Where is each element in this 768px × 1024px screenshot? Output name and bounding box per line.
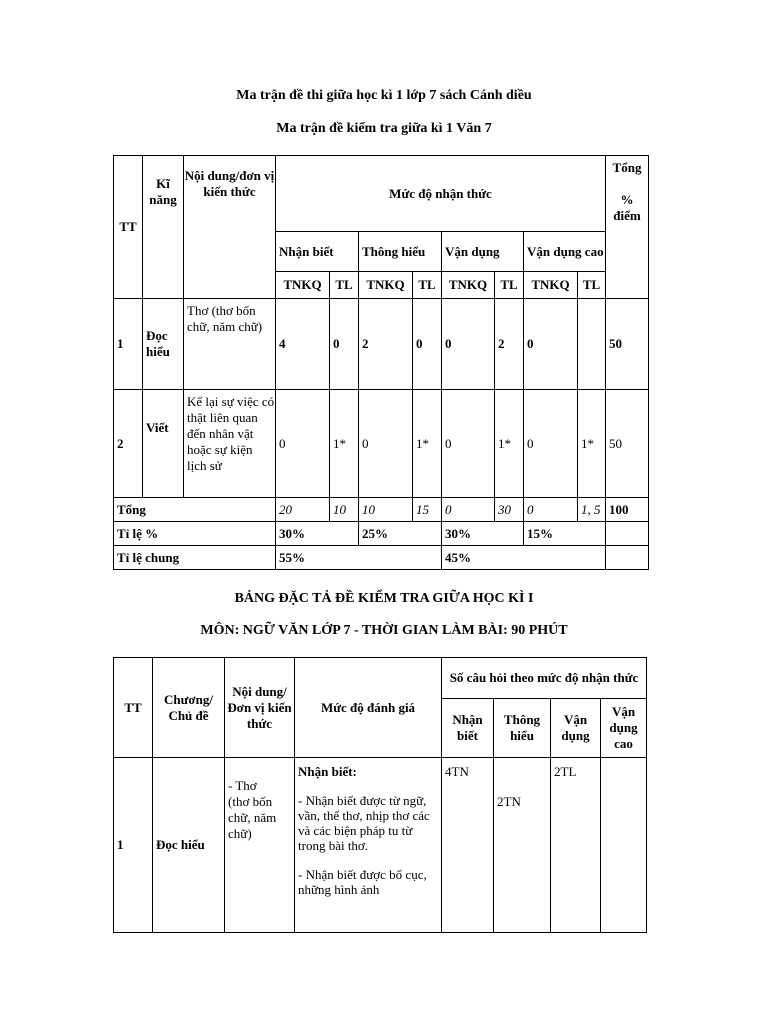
spec-row-nhan-biet: 4TN <box>442 758 494 933</box>
header-nhan-biet: Nhận biết <box>276 232 359 272</box>
header-tl: TL <box>578 272 606 299</box>
row-tt: 2 <box>114 390 143 498</box>
spec-row-content: - Thơ (thơ bốn chữ, năm chữ) <box>225 758 295 933</box>
spec-row-level <box>295 758 442 933</box>
row-value: 0 <box>276 390 330 498</box>
header-van-dung-cao: Vận dụng cao <box>524 232 606 272</box>
header-tl: TL <box>330 272 359 299</box>
level-item: - Nhận biết được bố cục, những hình ảnh <box>298 867 427 897</box>
spec-table <box>113 657 647 933</box>
level-item: - Nhận biết được từ ngữ, vần, thể thơ, nhịp thơ các và các biện pháp tu từ trong bài thơ. <box>298 793 430 853</box>
tong-value: 1, 5 <box>578 498 606 522</box>
row-skill: Đọc hiểu <box>143 299 184 390</box>
row-value: 0 <box>442 390 495 498</box>
row-content: Thơ (thơ bốn chữ, năm chữ) <box>184 299 276 390</box>
ti-le-chung-value: 45% <box>442 546 606 570</box>
header-tt: TT <box>114 156 143 299</box>
tong-value: 10 <box>359 498 413 522</box>
row-value: 1* <box>413 390 442 498</box>
spec-row-van-dung-cao <box>601 758 647 933</box>
spec-row-1 <box>114 758 647 933</box>
header-tnkq: TNKQ <box>359 272 413 299</box>
row-value: 0 <box>442 299 495 390</box>
tong-value: 0 <box>442 498 495 522</box>
row-value: 0 <box>524 390 578 498</box>
header-tnkq: TNKQ <box>524 272 578 299</box>
ti-le-value: 30% <box>442 522 524 546</box>
spec-header-count: Số câu hỏi theo mức độ nhận thức <box>442 658 647 699</box>
document-title: Ma trận đề thi giữa học kì 1 lớp 7 sách Cánh diều <box>236 88 532 103</box>
matrix-table <box>113 155 649 570</box>
spec-header-nhan-biet: Nhận biết <box>442 699 494 758</box>
row-value: 4 <box>276 299 330 390</box>
row-value <box>578 299 606 390</box>
spec-header-thong-hieu: Thông hiểu <box>494 699 551 758</box>
row-tt: 1 <box>114 299 143 390</box>
level-title: Nhận biết: <box>298 764 357 779</box>
matrix-row-1 <box>114 299 649 390</box>
tong-value: 30 <box>495 498 524 522</box>
row-value: 2 <box>359 299 413 390</box>
tong-value: 15 <box>413 498 442 522</box>
spec-header-van-dung: Vận dụng <box>551 699 601 758</box>
matrix-ti-le-row <box>114 522 649 546</box>
header-skill: Kĩ năng <box>143 156 184 299</box>
ti-le-chung-value: 55% <box>276 546 442 570</box>
spec-header-level: Mức độ đánh giá <box>295 658 442 758</box>
row-value: 0 <box>330 299 359 390</box>
matrix-ti-le-chung-row <box>114 546 649 570</box>
ti-le-chung-label: Tỉ lệ chung <box>114 546 276 570</box>
header-tl: TL <box>413 272 442 299</box>
matrix-tong-row <box>114 498 649 522</box>
spec-row-van-dung: 2TL <box>551 758 601 933</box>
ti-le-value: 15% <box>524 522 606 546</box>
spec-header-content: Nội dung/ Đơn vị kiến thức <box>225 658 295 758</box>
ti-le-empty <box>606 522 649 546</box>
tong-total: 100 <box>606 498 649 522</box>
spec-row-tt: 1 <box>114 758 153 933</box>
header-content: Nội dung/đơn vị kiến thức <box>184 156 276 299</box>
row-value: 0 <box>413 299 442 390</box>
row-total: 50 <box>606 390 649 498</box>
spec-title: BẢNG ĐẶC TẢ ĐỀ KIỂM TRA GIỮA HỌC KÌ I <box>234 591 534 606</box>
matrix-header-row <box>114 156 649 232</box>
row-value: 2 <box>495 299 524 390</box>
ti-le-value: 25% <box>359 522 442 546</box>
row-value: 0 <box>524 299 578 390</box>
row-total: 50 <box>606 299 649 390</box>
header-tnkq: TNKQ <box>276 272 330 299</box>
header-van-dung: Vận dụng <box>442 232 524 272</box>
spec-header-chapter: Chương/ Chủ đề <box>153 658 225 758</box>
spec-row-chapter: Đọc hiểu <box>153 758 225 933</box>
ti-le-label: Tỉ lệ % <box>114 522 276 546</box>
matrix-row-2 <box>114 390 649 498</box>
tong-value: 0 <box>524 498 578 522</box>
row-value: 1* <box>578 390 606 498</box>
ti-le-value: 30% <box>276 522 359 546</box>
tong-label: Tổng <box>114 498 276 522</box>
row-value: 1* <box>495 390 524 498</box>
spec-header-tt: TT <box>114 658 153 758</box>
header-level: Mức độ nhận thức <box>276 156 606 232</box>
header-thong-hieu: Thông hiểu <box>359 232 442 272</box>
header-tnkq: TNKQ <box>442 272 495 299</box>
header-total: Tổng % điểm <box>606 156 649 299</box>
row-value: 1* <box>330 390 359 498</box>
row-skill: Viết <box>143 390 184 498</box>
spec-header-van-dung-cao: Vận dụng cao <box>601 699 647 758</box>
row-value: 0 <box>359 390 413 498</box>
row-content: Kể lại sự việc có thật liên quan đến nhân vật hoặc sự kiện lịch sử <box>184 390 276 498</box>
spec-row-thong-hieu: 2TN <box>494 758 551 933</box>
ti-le-chung-empty <box>606 546 649 570</box>
spec-header-row <box>114 658 647 699</box>
header-tl: TL <box>495 272 524 299</box>
tong-value: 10 <box>330 498 359 522</box>
matrix-subtitle: Ma trận đề kiểm tra giữa kì 1 Văn 7 <box>276 121 492 136</box>
tong-value: 20 <box>276 498 330 522</box>
subject-title: MÔN: NGỮ VĂN LỚP 7 - THỜI GIAN LÀM BÀI: 90 PHÚT <box>200 623 568 638</box>
